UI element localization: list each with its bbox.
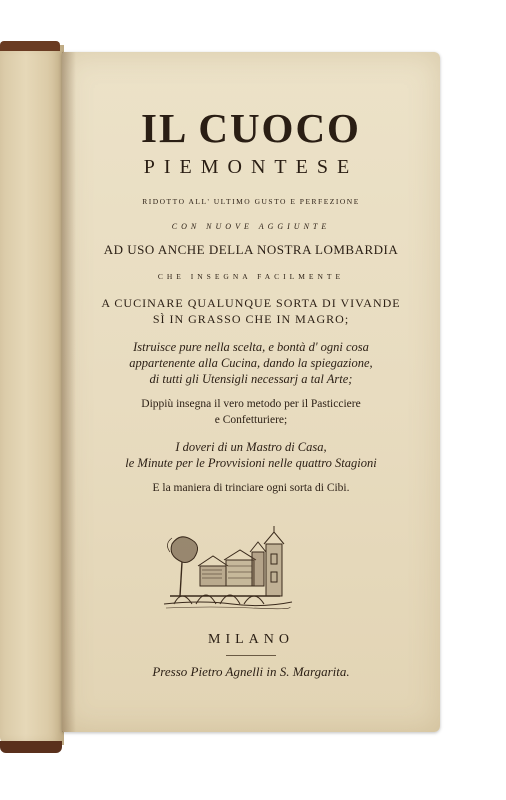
book-subtitle: PIEMONTESE bbox=[143, 156, 359, 178]
spine-shadow bbox=[62, 52, 76, 732]
line-insegna: CHE INSEGNA FACILMENTE bbox=[157, 272, 345, 281]
left-page-edge bbox=[0, 45, 64, 745]
line-ridotto: RIDOTTO ALL' ULTIMO GUSTO E PERFEZIONE bbox=[142, 197, 360, 206]
line-cibi: E la maniera di trinciare ogni sorta di Cibi. bbox=[152, 482, 350, 494]
title-page bbox=[62, 52, 440, 732]
line-confetturiere: e Confetturiere; bbox=[214, 414, 288, 426]
line-stagioni: le Minute per le Provvisioni nelle quattro Stagioni bbox=[125, 456, 377, 470]
line-utensigli: di tutti gli Utensigli necessarj a tal Arte; bbox=[149, 372, 353, 386]
line-pasticciere: Dippiù insegna il vero metodo per il Pasticciere bbox=[141, 398, 361, 410]
line-cucina: appartenente alla Cucina, dando la spiegazione, bbox=[129, 356, 373, 370]
imprint-rule bbox=[226, 655, 276, 656]
imprint-publisher: Presso Pietro Agnelli in S. Margarita. bbox=[152, 664, 350, 679]
line-grasso: SÌ IN GRASSO CHE IN MAGRO; bbox=[152, 312, 350, 326]
book-title: IL CUOCO bbox=[141, 105, 361, 151]
imprint-city: MILANO bbox=[208, 632, 294, 647]
line-lombardia: AD USO ANCHE DELLA NOSTRA LOMBARDIA bbox=[103, 242, 399, 257]
line-mastro: I doveri di un Mastro di Casa, bbox=[175, 440, 327, 454]
line-vivande: A CUCINARE QUALUNQUE SORTA DI VIVANDE bbox=[101, 296, 401, 310]
line-istruisce: Istruisce pure nella scelta, e bontà d' ogni cosa bbox=[133, 340, 369, 354]
landscape-engraving-icon bbox=[162, 522, 294, 612]
line-aggiunte: CON NUOVE AGGIUNTE bbox=[171, 222, 331, 231]
